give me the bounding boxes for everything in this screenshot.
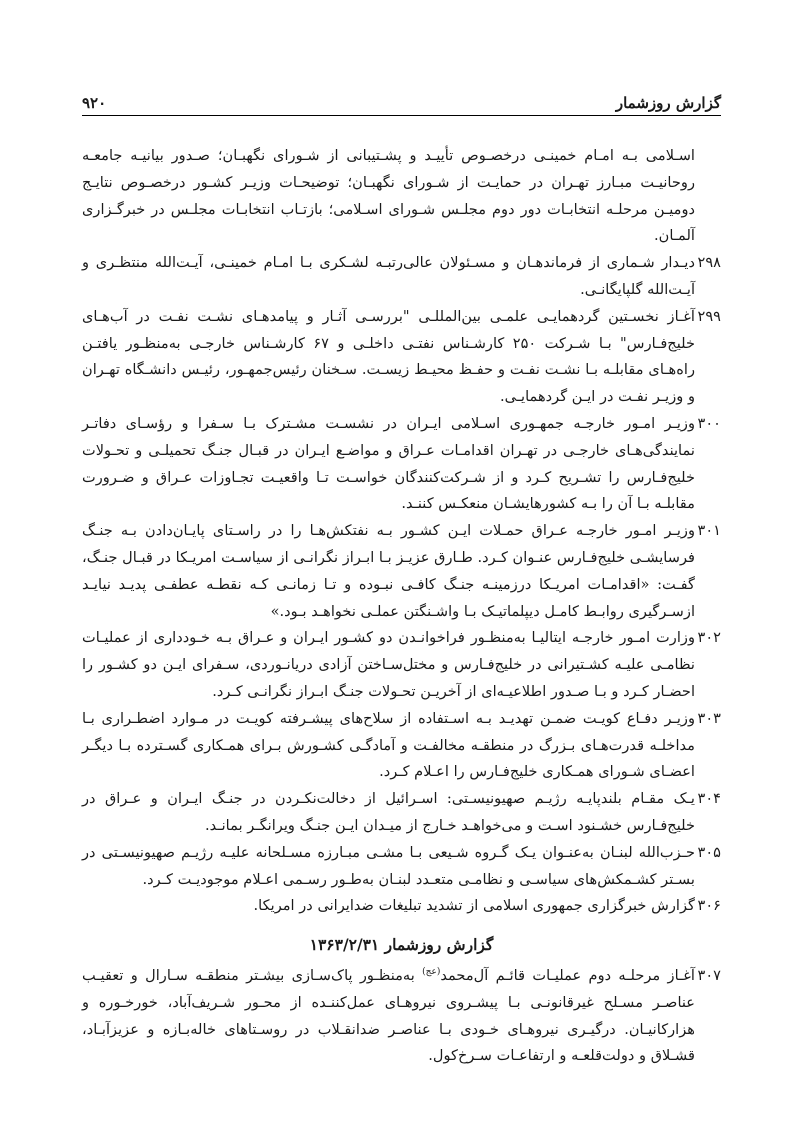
entry-item	[82, 893, 721, 920]
entry-text: آغـاز نخسـتین گردهمایـی علمـی بین‌المللـی "بررسـی آثـار و پیامدهـای نشـت نفـت در آب‌هـای خلیج‌فـارس" بـا شـرکت ۲۵۰ کارشـناس نفتـی داخلـی و ۶۷ کارشـناس خارجـی به‌منظـور یافتـن راه‌هـای مقابلـه بـا نشـت نفـت و حفـظ محیـط زیسـت. سـخنان رئیس‌جمهـور، رئیـس دانشـگاه تهـران و وزیـر نفـت در ایـن گردهمایـی.	[82, 307, 695, 406]
running-title: گزارش روزشمار	[615, 94, 721, 112]
entry-number: ۳۰۲	[697, 629, 721, 647]
entry-item	[82, 250, 721, 304]
intro-paragraph: اسـلامی بـه امـام خمینـی درخصـوص تأییـد و پشـتیبانی از شـورای نگهبـان؛ صـدور بیانیـه جامعـه روحانیـت مبـارز تهـران در حمایـت از شـورای نگهبـان؛ توضیحـات وزیـر کشـور درخصـوص نتایـج دومیـن مرحلـه انتخابـات دور دوم مجلـس شـورای اسـلامی؛ بازتـاب انتخابـات مجلـس در خبرگـزاری آلمـان.	[82, 147, 695, 245]
entry-number: ۳۰۰	[697, 414, 721, 432]
entry-text: یـک مقـام بلندپایـه رژیـم صهیونیسـتی: اسـرائیل از دخالت‌نکـردن در جنـگ ایـران و عـراق در خلیج‌فـارس خشـنود اسـت و می‌خواهـد خـارج از میـدان ایـن جنـگ ویرانگـر بمانـد.	[82, 790, 695, 834]
page-number: ۹۲۰	[82, 94, 107, 112]
page-content	[82, 143, 721, 1070]
entry-text	[82, 963, 695, 1070]
entry-number: ۳۰۴	[697, 790, 721, 808]
entry-number: ۲۹۹	[697, 307, 721, 325]
entry-text: حـزب‌الله لبنـان به‌عنـوان یـک گـروه شـیعی بـا مشـی مبـارزه مسـلحانه علیـه رژیـم صهیونیسـتی در بسـتر کشـمکش‌های سیاسـی و نظامـی متعـدد لبنـان به‌طـور رسـمی اعـلام موجودیـت کـرد.	[82, 843, 695, 888]
entry-text-part: به‌منظـور پاک‌سـازی بیشـتر منطقـه سـارال و تعقیـب عناصـر مسـلح غیرقانونـی بـا پیشـروی نیروهـای عمل‌کننـده از محـور شـریف‌آباد، خورخـوره و هزارکانیـان. درگیـری نیروهـای خـودی بـا عناصـر ضدانقـلاب در روسـتاهای خاله‌بـازه و عزیزآبـاد، قشـلاق و دولت‌قلعـه و ارتفاعـات سـرخ‌کول.	[82, 966, 695, 1065]
entry-number: ۳۰۶	[697, 897, 721, 915]
entry-number: ۳۰۵	[697, 843, 721, 861]
entry-text-part: آغـاز مرحلـه دوم عملیـات قائـم آل‌محمد	[440, 966, 695, 984]
page-header	[82, 86, 721, 116]
honorific: (عج)	[422, 967, 441, 978]
entry-text: وزارت امـور خارجـه ایتالیـا به‌منظـور فراخوانـدن دو کشـور ایـران و عـراق بـه خـودداری از عملیـات نظامـی علیـه کشـتیرانی در خلیج‌فـارس و مختل‌سـاختن آزادی دریانـوردی، سـفرای ایـن دو کشـور را احضـار کـرد و بـا صـدور اطلاعیـه‌ای از آخریـن تحـولات جنـگ ابـراز نگرانـی کـرد.	[82, 629, 695, 700]
entry-item	[82, 518, 721, 625]
entry-item	[82, 706, 721, 786]
entry-item	[82, 625, 721, 705]
entry-number: ۳۰۱	[697, 522, 721, 540]
entry-item	[82, 840, 721, 894]
entry-item	[82, 411, 721, 518]
entry-item	[82, 304, 721, 411]
entry-text: دیـدار شـماری از فرماندهـان و مسـئولان عالی‌رتبـه لشـکری بـا امـام خمینـی، آیـت‌الله منتظـری و آیـت‌الله گلپایگانـی.	[82, 254, 695, 298]
entry-item	[82, 786, 721, 840]
entries-list	[82, 250, 721, 920]
entry-number: ۳۰۳	[697, 709, 721, 727]
entry-text: وزیـر دفـاع کویـت ضمـن تهدیـد بـه اسـتفاده از سلاح‌های پیشـرفته کویـت در مـوارد اضطـراری بـا مداخلـه قدرت‌هـای بـزرگ در منطقـه مخالفـت و آمادگـی کشـورش بـرای همـکاری گسـترده بـا دیگـر اعضـای شـورای همـکاری خلیج‌فـارس را اعـلام کـرد.	[82, 709, 695, 781]
entry-text: وزیـر امـور خارجـه جمهـوری اسـلامی ایـران در نشسـت مشـترک بـا سـفرا و رؤسـای دفاتـر نمایندگی‌هـای خارجـی در تهـران اقدامـات عـراق و مواضـع ایـران در قبـال جنـگ تحمیلـی و تحـولات خلیج‌فـارس را تشـریح کـرد و از شـرکت‌کنندگان خواسـت تـا واقعیـت تجـاوزات عـراق و ضـرورت مقابلـه بـا آن را بـه کشورهایشـان منعکـس کننـد.	[82, 414, 695, 513]
entry-text: وزیـر امـور خارجـه عـراق حمـلات ایـن کشـور بـه نفتکش‌هـا را در راسـتای پایـان‌دادن بـه جنـگ فرسایشـی خلیج‌فـارس عنـوان کـرد. طـارق عزیـز بـا ابـراز نگرانـی از سیاسـت امریـکا در قبـال جنـگ، گفـت: «اقدامـات امریـکا درزمینـه جنـگ کافـی نبـوده و تـا زمانـی کـه نقطـه عطفـی پدیـد نیایـد ازسـرگیری روابـط کامـل دیپلماتیـک بـا واشـنگتن عملـی نخواهـد بـود.»	[82, 522, 695, 620]
entry-number: ۲۹۸	[697, 254, 721, 272]
entry-text: گزارش خبرگزاری جمهوری اسلامی از تشدید تبلیغات ضدایرانی در امریکا.	[253, 897, 695, 915]
entry-number: ۳۰۷	[697, 966, 721, 984]
day-title: گزارش روزشمار ۱۳۶۳/۲/۳۱	[309, 935, 494, 955]
entry-307	[82, 963, 721, 1070]
